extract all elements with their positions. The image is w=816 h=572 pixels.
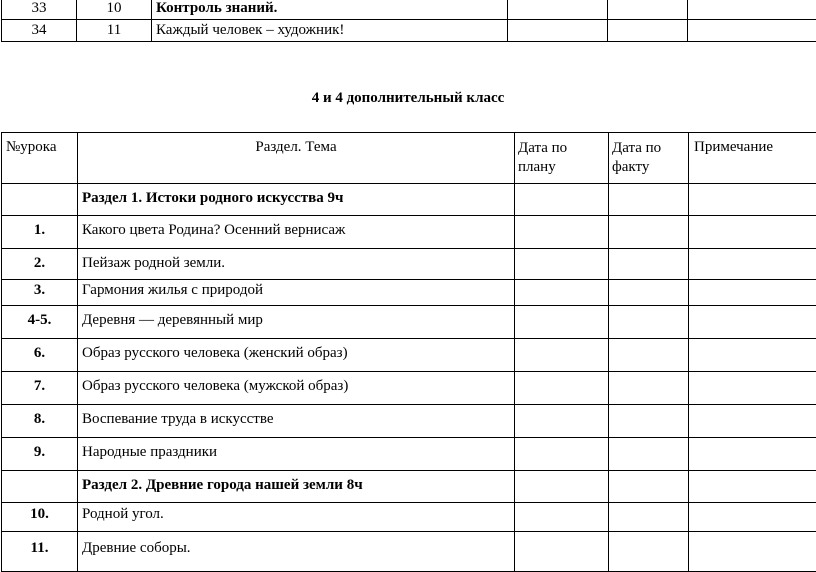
empty-cell <box>689 438 816 471</box>
table-row <box>2 438 816 471</box>
empty-cell <box>609 372 689 405</box>
empty-cell <box>609 280 689 306</box>
lesson-number: 9. <box>2 438 78 471</box>
class-title: 4 и 4 дополнительный класс <box>0 90 816 107</box>
header-lesson-number: №урока <box>2 133 78 184</box>
header-row <box>2 133 816 184</box>
header-fact-date <box>609 133 689 184</box>
header-note: Примечание <box>689 133 816 184</box>
empty-cell <box>689 471 816 503</box>
lesson-topic: Образ русского человека (мужской образ) <box>78 372 515 405</box>
header-plan-date-line2: плану <box>518 159 556 175</box>
empty-cell <box>609 405 689 438</box>
empty-cell <box>609 503 689 532</box>
lesson-topic: Пейзаж родной земли. <box>78 249 515 280</box>
empty-cell <box>515 249 609 280</box>
lesson-topic: Контроль знаний. <box>152 0 508 20</box>
header-fact-date-line1: Дата по <box>612 140 661 156</box>
table-row <box>2 20 816 42</box>
lesson-index: 34 <box>2 20 77 42</box>
lesson-number: 3. <box>2 280 78 306</box>
empty-cell <box>515 471 609 503</box>
empty-cell <box>689 503 816 532</box>
header-plan-date <box>515 133 609 184</box>
lesson-topic: Какого цвета Родина? Осенний вернисаж <box>78 216 515 249</box>
empty-cell <box>609 532 689 572</box>
empty-cell <box>688 20 816 42</box>
empty-cell <box>609 471 689 503</box>
empty-cell <box>508 0 608 20</box>
empty-cell <box>508 20 608 42</box>
empty-cell <box>689 184 816 216</box>
empty-cell <box>689 405 816 438</box>
empty-cell <box>689 216 816 249</box>
lesson-subindex: 11 <box>77 20 152 42</box>
table-row <box>2 405 816 438</box>
empty-cell <box>609 339 689 372</box>
empty-cell <box>609 216 689 249</box>
empty-cell <box>609 438 689 471</box>
previous-lessons-table <box>1 0 816 42</box>
table-row <box>2 339 816 372</box>
lesson-number: 6. <box>2 339 78 372</box>
section-row <box>2 184 816 216</box>
lesson-number: 10. <box>2 503 78 532</box>
header-fact-date-line2: факту <box>612 159 649 175</box>
section-heading: Раздел 2. Древние города нашей земли 8ч <box>78 471 515 503</box>
lesson-topic: Каждый человек – художник! <box>152 20 508 42</box>
empty-cell <box>689 249 816 280</box>
lesson-topic: Родной угол. <box>78 503 515 532</box>
empty-cell <box>689 532 816 572</box>
empty-cell <box>689 306 816 339</box>
lesson-topic: Образ русского человека (женский образ) <box>78 339 515 372</box>
table-row <box>2 503 816 532</box>
lesson-topic: Древние соборы. <box>78 532 515 572</box>
empty-cell <box>515 339 609 372</box>
lesson-topic: Деревня — деревянный мир <box>78 306 515 339</box>
empty-cell <box>515 405 609 438</box>
section-heading: Раздел 1. Истоки родного искусства 9ч <box>78 184 515 216</box>
lesson-number: 11. <box>2 532 78 572</box>
empty-cell <box>689 372 816 405</box>
lesson-subindex: 10 <box>77 0 152 20</box>
table-row <box>2 216 816 249</box>
table-row <box>2 280 816 306</box>
header-topic: Раздел. Тема <box>78 133 515 184</box>
lesson-number: 8. <box>2 405 78 438</box>
lesson-number: 1. <box>2 216 78 249</box>
empty-cell <box>515 306 609 339</box>
empty-cell <box>2 184 78 216</box>
empty-cell <box>515 280 609 306</box>
lesson-number: 7. <box>2 372 78 405</box>
header-plan-date-line1: Дата по <box>518 140 567 156</box>
empty-cell <box>2 471 78 503</box>
table-row <box>2 372 816 405</box>
lesson-topic: Воспевание труда в искусстве <box>78 405 515 438</box>
lesson-topic: Народные праздники <box>78 438 515 471</box>
lesson-topic: Гармония жилья с природой <box>78 280 515 306</box>
empty-cell <box>515 438 609 471</box>
empty-cell <box>609 249 689 280</box>
table-row <box>2 306 816 339</box>
table-row <box>2 532 816 572</box>
empty-cell <box>608 0 688 20</box>
empty-cell <box>689 339 816 372</box>
section-row <box>2 471 816 503</box>
lesson-index: 33 <box>2 0 77 20</box>
lesson-number: 2. <box>2 249 78 280</box>
lesson-number: 4-5. <box>2 306 78 339</box>
empty-cell <box>688 0 816 20</box>
table-row <box>2 249 816 280</box>
empty-cell <box>515 503 609 532</box>
empty-cell <box>515 184 609 216</box>
empty-cell <box>689 280 816 306</box>
empty-cell <box>609 184 689 216</box>
table-row <box>2 0 816 20</box>
lesson-plan-table <box>1 132 816 572</box>
empty-cell <box>609 306 689 339</box>
empty-cell <box>515 216 609 249</box>
empty-cell <box>515 372 609 405</box>
empty-cell <box>608 20 688 42</box>
empty-cell <box>515 532 609 572</box>
